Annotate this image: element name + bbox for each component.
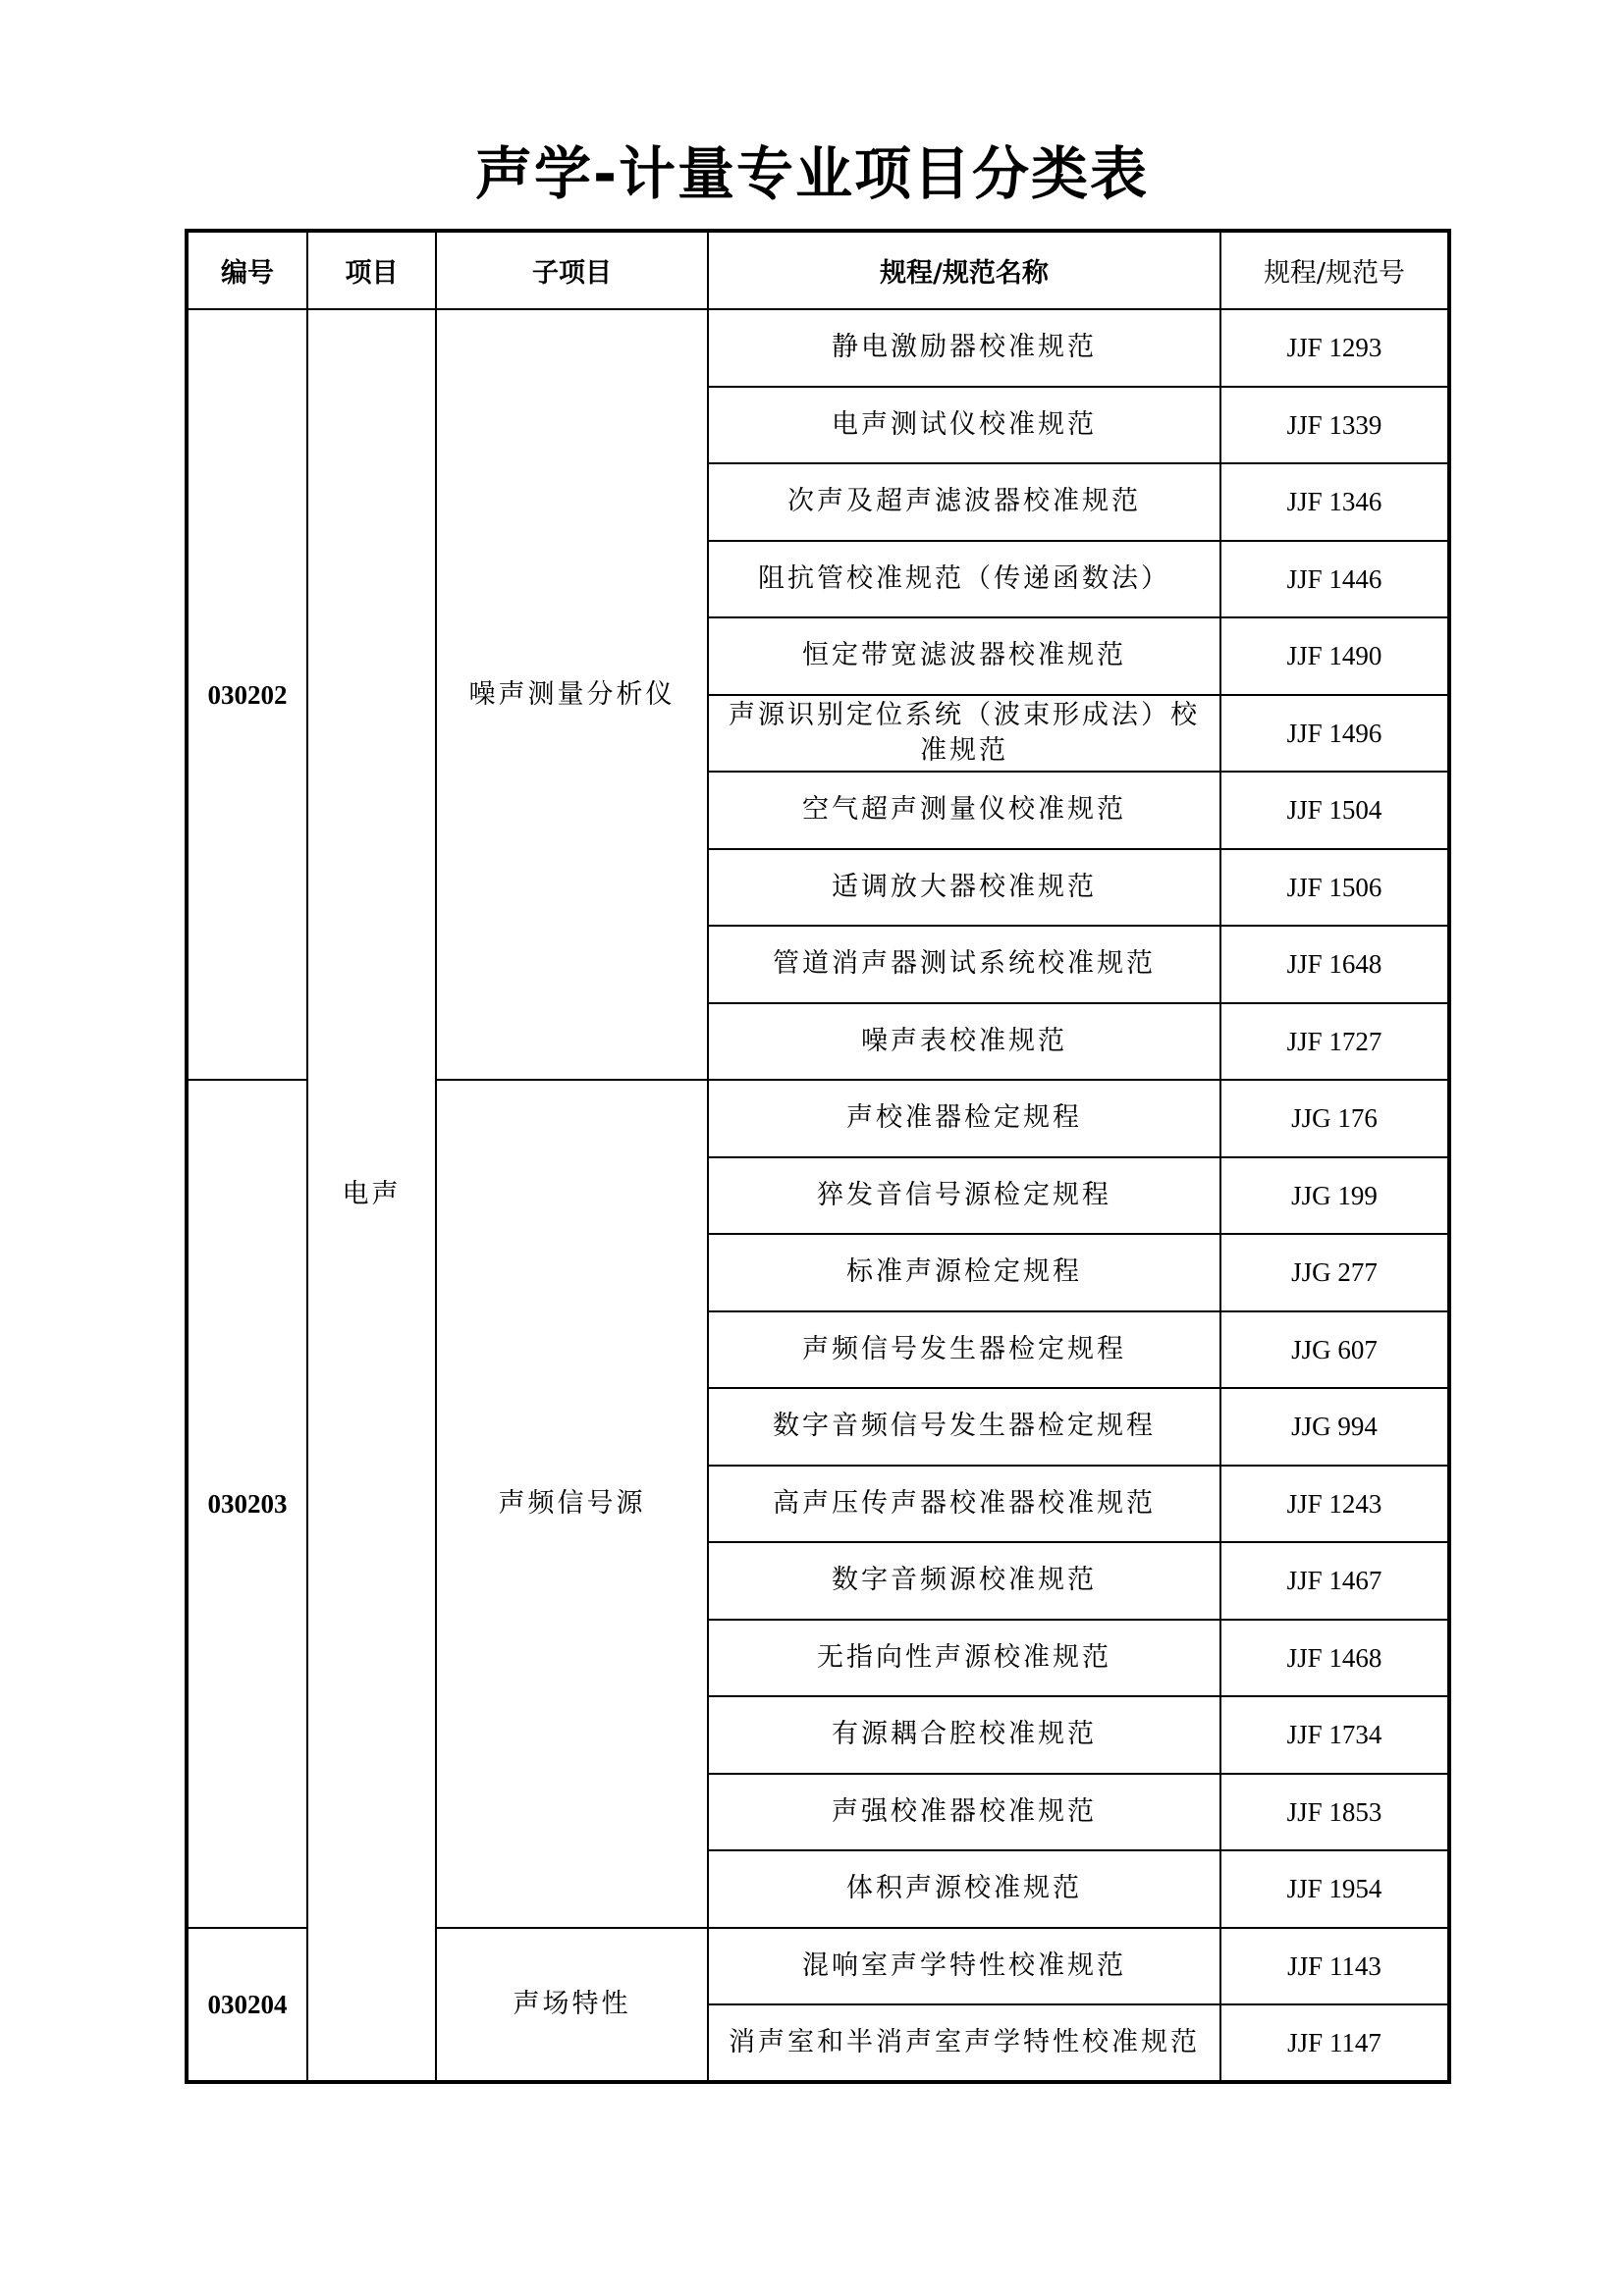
spec-name: 次声及超声滤波器校准规范 <box>708 463 1220 541</box>
spec-number: JJF 1648 <box>1220 926 1449 1003</box>
spec-number: JJF 1467 <box>1220 1542 1449 1620</box>
page-title: 声学-计量专业项目分类表 <box>474 140 1150 207</box>
spec-name: 静电激励器校准规范 <box>708 309 1220 387</box>
spec-number: JJF 1504 <box>1220 772 1449 849</box>
spec-name: 有源耦合腔校准规范 <box>708 1696 1220 1774</box>
spec-name: 噪声表校准规范 <box>708 1003 1220 1081</box>
spec-number: JJF 1496 <box>1220 695 1449 773</box>
spec-name: 声频信号发生器检定规程 <box>708 1311 1220 1389</box>
spec-name: 标准声源检定规程 <box>708 1234 1220 1311</box>
spec-name: 管道消声器测试系统校准规范 <box>708 926 1220 1003</box>
spec-name: 猝发音信号源检定规程 <box>708 1157 1220 1235</box>
spec-name: 体积声源校准规范 <box>708 1850 1220 1928</box>
group-code: 030203 <box>187 1080 307 1928</box>
spec-number: JJF 1727 <box>1220 1003 1449 1081</box>
spec-number: JJF 1446 <box>1220 541 1449 618</box>
spec-name: 适调放大器校准规范 <box>708 849 1220 927</box>
spec-name: 声源识别定位系统（波束形成法）校准规范 <box>708 695 1220 773</box>
spec-name: 无指向性声源校准规范 <box>708 1620 1220 1697</box>
group-code: 030204 <box>187 1928 307 2082</box>
header-code: 编号 <box>187 231 307 309</box>
spec-name: 消声室和半消声室声学特性校准规范 <box>708 2004 1220 2082</box>
spec-name: 恒定带宽滤波器校准规范 <box>708 617 1220 695</box>
spec-number: JJG 277 <box>1220 1234 1449 1311</box>
spec-number: JJG 176 <box>1220 1080 1449 1157</box>
header-std: 规程/规范号 <box>1220 231 1449 309</box>
spec-number: JJF 1734 <box>1220 1696 1449 1774</box>
spec-number: JJF 1339 <box>1220 387 1449 464</box>
spec-name: 空气超声测量仪校准规范 <box>708 772 1220 849</box>
spec-name: 声校准器检定规程 <box>708 1080 1220 1157</box>
spec-number: JJF 1468 <box>1220 1620 1449 1697</box>
subitem-cell: 噪声测量分析仪 <box>436 309 708 1080</box>
spec-number: JJF 1954 <box>1220 1850 1449 1928</box>
spec-number: JJG 994 <box>1220 1388 1449 1466</box>
spec-name: 数字音频源校准规范 <box>708 1542 1220 1620</box>
classification-table <box>185 229 1451 2084</box>
spec-number: JJF 1293 <box>1220 309 1449 387</box>
header-name: 规程/规范名称 <box>708 231 1220 309</box>
spec-name: 混响室声学特性校准规范 <box>708 1928 1220 2005</box>
spec-number: JJF 1243 <box>1220 1466 1449 1543</box>
header-item: 项目 <box>307 231 436 309</box>
subitem-cell: 声频信号源 <box>436 1080 708 1928</box>
spec-name: 阻抗管校准规范（传递函数法） <box>708 541 1220 618</box>
spec-name: 电声测试仪校准规范 <box>708 387 1220 464</box>
spec-number: JJF 1506 <box>1220 849 1449 927</box>
spec-number: JJG 607 <box>1220 1311 1449 1389</box>
table-header-row <box>187 231 1449 309</box>
item-cell: 电声 <box>307 309 436 2082</box>
table-body <box>187 309 1449 2082</box>
spec-name: 声强校准器校准规范 <box>708 1774 1220 1851</box>
spec-number: JJF 1853 <box>1220 1774 1449 1851</box>
spec-name: 数字音频信号发生器检定规程 <box>708 1388 1220 1466</box>
subitem-cell: 声场特性 <box>436 1928 708 2082</box>
spec-number: JJG 199 <box>1220 1157 1449 1235</box>
group-code: 030202 <box>187 309 307 1080</box>
header-subitem: 子项目 <box>436 231 708 309</box>
spec-number: JJF 1147 <box>1220 2004 1449 2082</box>
spec-name: 高声压传声器校准器校准规范 <box>708 1466 1220 1543</box>
table-row <box>187 309 1449 387</box>
spec-number: JJF 1490 <box>1220 617 1449 695</box>
spec-number: JJF 1143 <box>1220 1928 1449 2005</box>
spec-number: JJF 1346 <box>1220 463 1449 541</box>
